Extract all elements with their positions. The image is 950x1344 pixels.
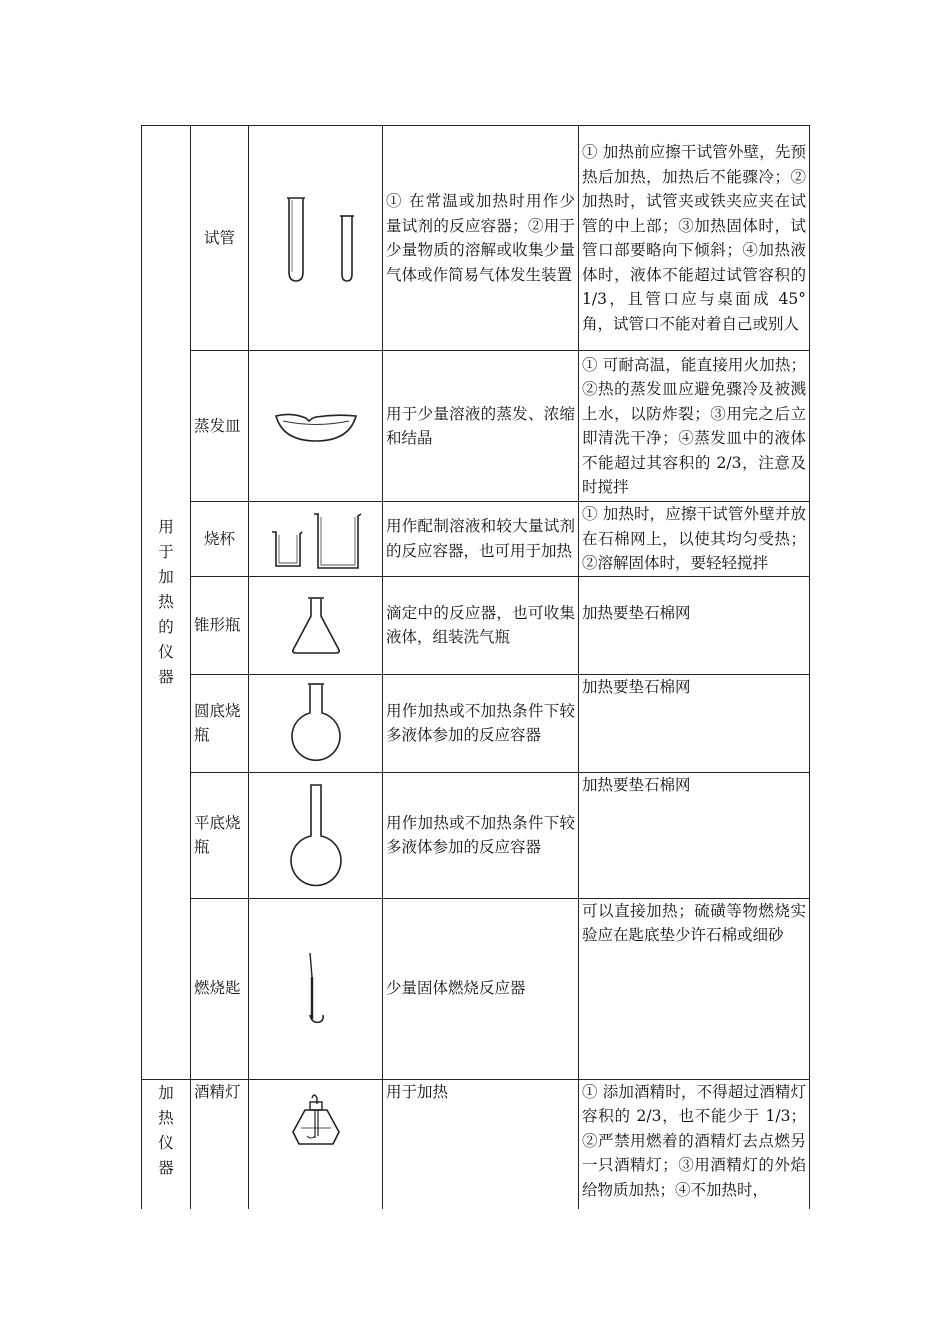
image-cell: [249, 126, 383, 351]
category-cell: [142, 1079, 191, 1209]
instrument-name: 烧杯: [191, 502, 249, 577]
instrument-name: 锥形瓶: [191, 576, 249, 674]
notes-cell: [579, 772, 810, 898]
notes-cell: 可以直接加热；硫磺等物燃烧实验应在匙底垫少许石棉或细砂: [579, 898, 810, 1079]
table-row: [142, 772, 810, 898]
table-row: [142, 1079, 810, 1209]
use-cell: 用作加热或不加热条件下较多液体参加的反应容器: [383, 674, 579, 772]
image-cell: [249, 502, 383, 577]
beaker-icon: [266, 506, 366, 572]
image-cell: [249, 1079, 383, 1209]
test-tube-icon: [266, 188, 366, 288]
use-cell: 用于加热: [383, 1079, 579, 1209]
combustion-spoon-icon: [296, 949, 336, 1029]
image-cell: [249, 898, 383, 1079]
instrument-name: 酒精灯: [191, 1079, 249, 1209]
table-row: [142, 576, 810, 674]
notes-cell: ① 加热前应擦干试管外壁，先预热后加热，加热后不能骤冷；②加热时，试管夹或铁夹应夹在试管的中上部；③加热固体时，试管口部要略向下倾斜；④加热液体时，液体不能超过试管容积的 1/3，且管口应与桌面成 45° 角，试管口不能对着自己或别人: [579, 126, 810, 351]
notes-text: 加热要垫石棉网: [582, 677, 691, 696]
notes-text: 加热要垫石棉网: [582, 603, 691, 622]
instrument-table: [141, 125, 810, 1209]
instrument-name: 圆底烧瓶: [191, 674, 249, 772]
use-cell: ① 在常温或加热时用作少量试剂的反应容器；②用于少量物质的溶解或收集少量气体或作简易气体发生装置: [383, 126, 579, 351]
table-row: [142, 898, 810, 1079]
instrument-name: 平底烧瓶: [191, 772, 249, 898]
alcohol-lamp-icon: [281, 1088, 351, 1150]
flat-bottom-flask-icon: [281, 782, 351, 888]
round-bottom-flask-icon: [286, 681, 346, 765]
use-cell: 用作配制溶液和较大量试剂的反应容器，也可用于加热: [383, 502, 579, 577]
table-row: [142, 351, 810, 502]
erlenmeyer-flask-icon: [286, 594, 346, 656]
use-cell: 少量固体燃烧反应器: [383, 898, 579, 1079]
category-label: 用于加热的仪器: [158, 517, 174, 686]
instrument-name: 试管: [191, 126, 249, 351]
notes-cell: ① 可耐高温，能直接用火加热；②热的蒸发皿应避免骤冷及被溅上水，以防炸裂；③用完之后立即清洗干净；④蒸发皿中的液体不能超过其容积的 2/3，注意及时搅拌: [579, 351, 810, 502]
use-cell: 用于少量溶液的蒸发、浓缩和结晶: [383, 351, 579, 502]
instrument-name: 蒸发皿: [191, 351, 249, 502]
table-row: [142, 126, 810, 351]
use-cell: 滴定中的反应器，也可收集液体，组装洗气瓶: [383, 576, 579, 674]
category-cell: [142, 126, 191, 1080]
image-cell: [249, 674, 383, 772]
use-cell: 用作加热或不加热条件下较多液体参加的反应容器: [383, 772, 579, 898]
evaporating-dish-icon: [271, 406, 361, 446]
notes-cell: ① 加热时，应擦干试管外壁并放在石棉网上，以使其均匀受热；②溶解固体时，要轻轻搅拌: [579, 502, 810, 577]
category-label: 加热仪器: [158, 1083, 174, 1177]
image-cell: [249, 576, 383, 674]
notes-cell: [579, 674, 810, 772]
notes-cell: ① 添加酒精时，不得超过酒精灯容积的 2/3，也不能少于 1/3；②严禁用燃着的酒精灯去点燃另一只酒精灯；③用酒精灯的外焰给物质加热；④不加热时，: [579, 1079, 810, 1209]
image-cell: [249, 351, 383, 502]
notes-cell: [579, 576, 810, 674]
image-cell: [249, 772, 383, 898]
instrument-name: 燃烧匙: [191, 898, 249, 1079]
table-row: [142, 674, 810, 772]
table-row: [142, 502, 810, 577]
notes-text: 加热要垫石棉网: [582, 775, 691, 794]
